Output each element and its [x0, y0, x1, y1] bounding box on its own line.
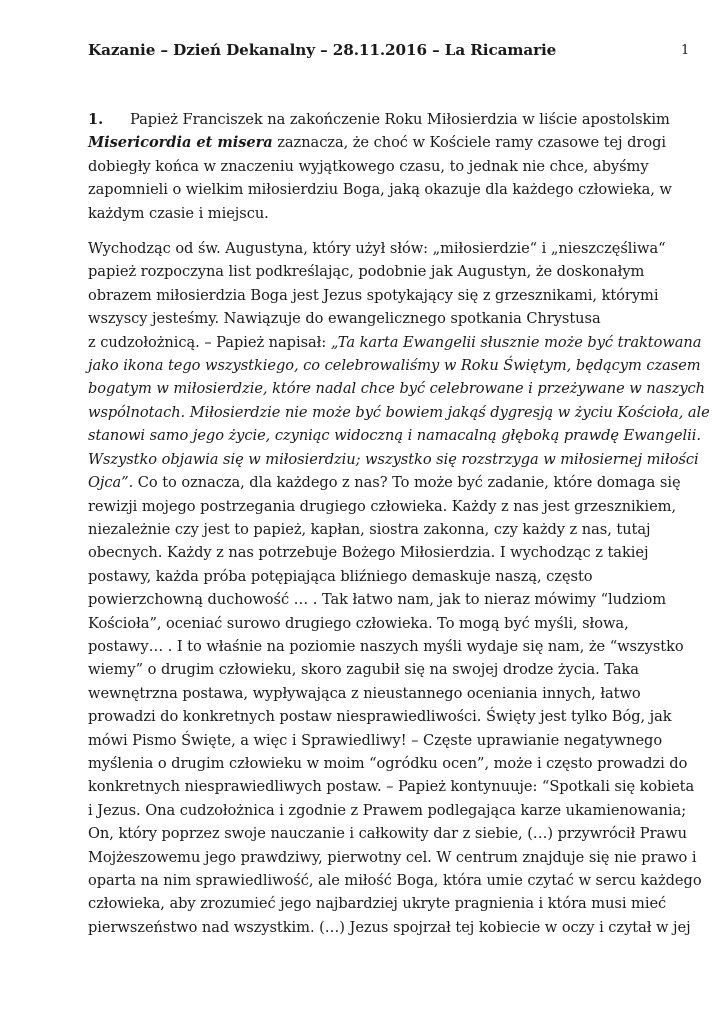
- text-line: dobiegły końca w znaczeniu wyjątkowego czasu, to jednak nie chce, abyśmy: [88, 157, 649, 175]
- paragraph-1: [88, 108, 672, 225]
- text-line: pierwszeństwo nad wszystkim. (…) Jezus spojrzał tej kobiecie w oczy i czytał w jej: [88, 918, 691, 936]
- text-line: powierzchowną duchowość … . Tak łatwo nam, jak to nieraz mówimy “ludziom: [88, 591, 667, 609]
- text-line: [88, 331, 702, 354]
- text-line: Kościoła”, oceniać surowo drugiego człowieka. To mogą być myśli, słowa,: [88, 614, 629, 632]
- text-line: On, który poprzez swoje nauczanie i całkowity dar z siebie, (…) przywrócił Prawu: [88, 825, 687, 843]
- text-line: myślenia o drugim człowieku w moim “ogródku ocen”, może i często prowadzi do: [88, 754, 688, 772]
- text-segment: Co to oznacza, dla każdego z nas? To może być zadanie, które domaga się: [133, 474, 681, 492]
- text-line: wiemy” o drugim człowieku, skoro zagubił się na swojej drodze życia. Taka: [88, 661, 639, 679]
- document-title: Kazanie – Dzień Dekanalny – 28.11.2016 – La Ricamarie: [88, 41, 557, 59]
- document-body: [88, 108, 710, 951]
- text-line: papież rozpoczyna list podkreślając, podobnie jak Augustyn, że doskonałym: [88, 263, 645, 281]
- text-line: mówi Pismo Święte, a więc i Sprawiedliwy! – Częste uprawianie negatywnego: [88, 731, 663, 749]
- text-line: wewnętrzna postawa, wypływająca z nieustannego oceniania innych, łatwo: [88, 684, 641, 702]
- text-segment: z cudzołożnicą. – Papież napisał:: [88, 333, 331, 351]
- text-line: obecnych. Każdy z nas potrzebuje Bożego Miłosierdzia. I wychodząc z takiej: [88, 544, 649, 562]
- text-line: wszyscy jesteśmy. Nawiązuje do ewangelicznego spotkania Chrystusa: [88, 310, 601, 328]
- text-line: niezależnie czy jest to papież, kapłan, siostra zakonna, czy każdy z nas, tutaj: [88, 520, 651, 538]
- quote-line: stanowi samo jego życie, czyniąc widoczną i namacalną głęboką prawdę Ewangelii.: [88, 427, 701, 445]
- text-line: [88, 131, 666, 154]
- quote-line: Wszystko objawia się w miłosierdziu; wszystko się rozstrzyga w miłosiernej miłości: [88, 450, 699, 468]
- text-line: prowadzi do konkretnych postaw niesprawiedliwości. Święty jest tylko Bóg, jak: [88, 708, 672, 726]
- text-line: rewizji mojego postrzegania drugiego człowieka. Każdy z nas jest grzesznikiem,: [88, 497, 677, 515]
- quote-line: jako ikona tego wszystkiego, co celebrowaliśmy w Roku Świętym, będącym czasem: [88, 357, 701, 375]
- text-line: każdym czasie i miejscu.: [88, 204, 269, 222]
- text-line: człowieka, aby zrozumieć jego najbardziej ukryte pragnienia i która musi mieć: [88, 895, 667, 913]
- quote-line: bogatym w miłosierdzie, które nadal chce być celebrowane i przeżywane w naszych: [88, 380, 706, 398]
- section-number: 1.: [88, 111, 104, 128]
- text-line: zapomnieli o wielkim miłosierdziu Boga, jaką okazuje dla każdego człowieka, w: [88, 181, 672, 199]
- text-line: obrazem miłosierdzia Boga jest Jezus spotykający się z grzesznikami, którymi: [88, 286, 659, 304]
- text-line: postawy… . I to właśnie na poziomie naszych myśli wydaje się nam, że “wszystko: [88, 637, 684, 655]
- quote-segment: „Ta karta Ewangelii słusznie może być traktowana: [330, 333, 702, 351]
- paragraph-2: [88, 237, 710, 939]
- page-number: 1: [681, 43, 690, 58]
- text-line: konkretnych niesprawiedliwych postaw. – Papież kontynuuje: “Spotkali się kobieta: [88, 778, 695, 796]
- text-line: oparta na nim sprawiedliwość, ale miłość Boga, która umie czytać w sercu każdego: [88, 872, 702, 889]
- text-line: [88, 108, 670, 131]
- text-line: Mojżeszowemu jego prawdziwy, pierwotny cel. W centrum znajduje się nie prawo i: [88, 848, 697, 866]
- text-line: i Jezus. Ona cudzołożnica i zgodnie z Prawem podlegająca karze ukamienowania;: [88, 801, 687, 819]
- text-line: Wychodząc od św. Augustyna, który użył słów: „miłosierdzie“ i „nieszczęśliwa“: [88, 240, 666, 258]
- text-line: [88, 471, 681, 494]
- quote-segment: Ojca”.: [88, 474, 134, 492]
- text-segment: Papież Franciszek na zakończenie Roku Miłosierdzia w liście apostolskim: [130, 111, 670, 128]
- text-segment: zaznacza, że choć w Kościele ramy czasowe tej drogi: [272, 134, 666, 152]
- letter-title: Misericordia et misera: [88, 134, 273, 152]
- quote-line: wspólnotach. Miłosierdzie nie może być bowiem jakąś dygresją w życiu Kościoła, ale: [88, 403, 710, 421]
- text-line: postawy, każda próba potępiająca bliźniego demaskuje naszą, często: [88, 567, 593, 585]
